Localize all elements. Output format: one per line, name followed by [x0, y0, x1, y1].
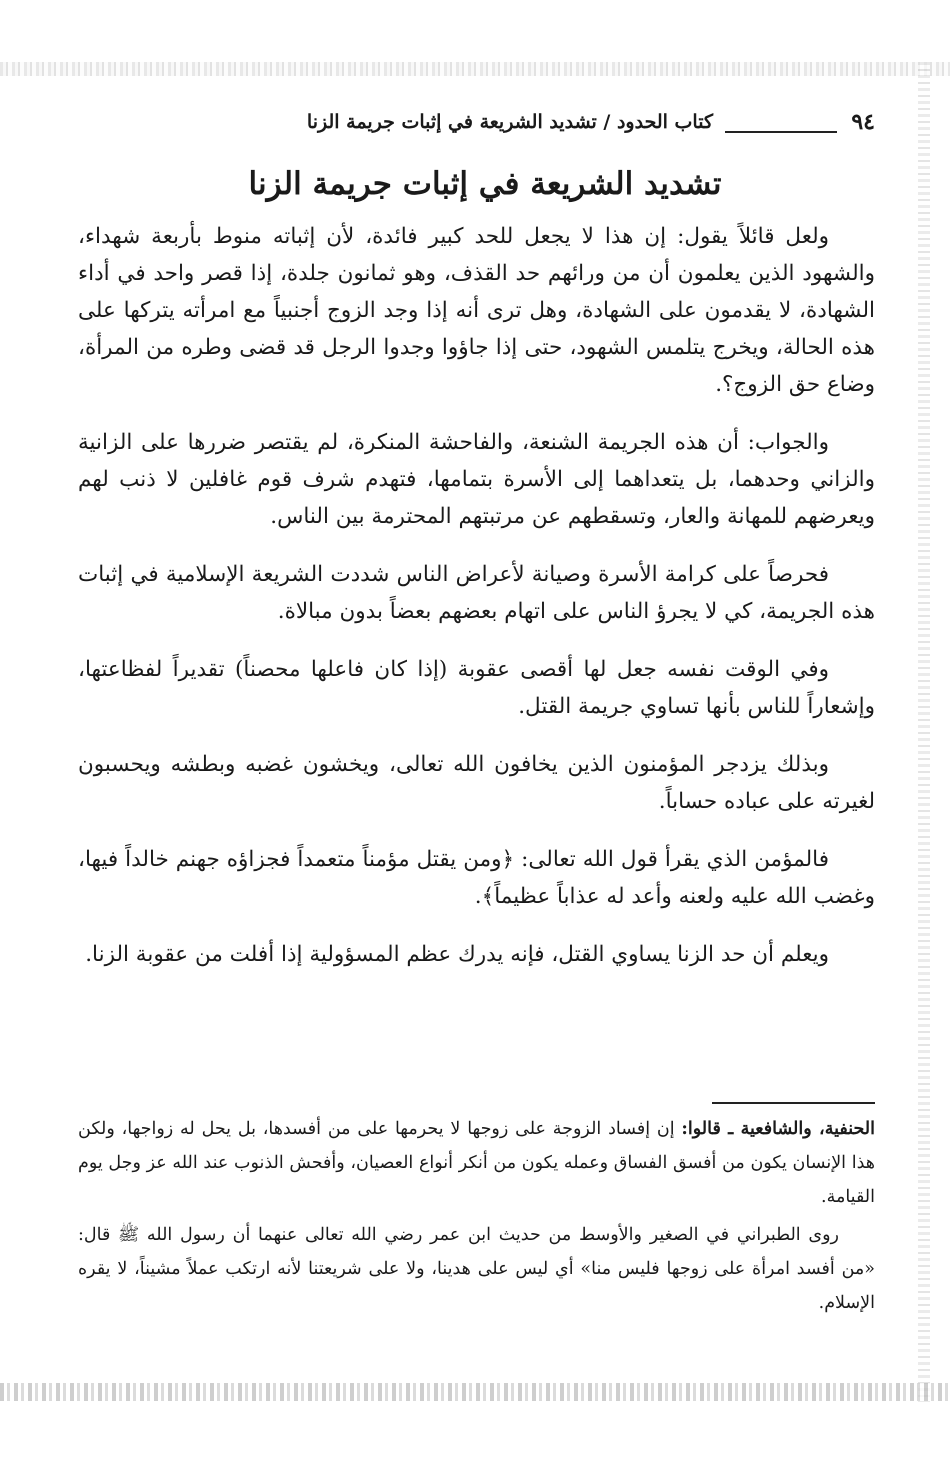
page-header — [95, 103, 875, 147]
footnote-second: روى الطبراني في الصغير والأوسط من حديث ابن عمر رضي الله تعالى عنهما أن رسول الله ﷺ قال: «من أفسد امرأة على زوجها فليس منا» أي ليس على هدينا، ولا على شريعتنا لأنه ارتكب عملاً مشيناً، لا يقره الإسلام. — [78, 1225, 875, 1313]
footnote-lead: الحنفية، والشافعية ـ قالوا: — [681, 1119, 875, 1139]
chapter-title: تشديد الشريعة في إثبات جريمة الزنا — [248, 166, 722, 202]
paragraph: ولعل قائلاً يقول: إن هذا لا يجعل للحد كبير فائدة، لأن إثباته منوط بأربعة شهداء، والشهود الذين يعلمون أن من ورائهم حد القذف، وهو ثمانون جلدة، إذا قصر واحد في أداء الشهادة، لا يقدمون على الشهادة، وهل ترى أنه إذا وجد الزوج أجنبياً مع امرأته يتركها على هذه الحالة، ويخرج يتلمس الشهود، حتى إذا جاؤوا وجدوا الرجل قد قضى وطره من المرأة، وضاع حق الزوج؟. — [78, 224, 875, 397]
scan-border-bottom — [0, 1383, 950, 1401]
paragraph: فحرصاً على كرامة الأسرة وصيانة لأعراض الناس شددت الشريعة الإسلامية في إثبات هذه الجريمة، كي لا يجرؤ الناس على اتهام بعضهم بعضاً بدون مبالاة. — [78, 562, 875, 624]
footnote-separator — [712, 1102, 875, 1104]
scan-border-top — [0, 62, 950, 76]
footnote-first — [78, 1112, 875, 1214]
footnote-text: إن إفساد الزوجة على زوجها لا يحرمها على من أفسدها، بل يحل له زواجها، ولكن هذا الإنسان يكون من أفسق الفساق وعمله يكون من أنكر أنواع العصيان، وأفحش الذنوب عند الله عز وجل يوم القيامة. — [78, 1119, 875, 1207]
paragraph: وبذلك يزدجر المؤمنون الذين يخافون الله تعالى، ويخشون غضبه وبطشه ويحسبون لغيرته على عباده حساباً. — [78, 752, 875, 814]
running-title: كتاب الحدود / تشديد الشريعة في إثبات جريمة الزنا — [306, 111, 713, 133]
page-number: ٩٤ — [851, 109, 875, 135]
paragraph: فالمؤمن الذي يقرأ قول الله تعالى: ﴿ومن يقتل مؤمناً متعمداً فجزاؤه جهنم خالداً فيها، وغضب الله عليه ولعنه وأعد له عذاباً عظيماً﴾. — [78, 847, 875, 909]
scan-border-right — [918, 62, 930, 1402]
paragraph: ويعلم أن حد الزنا يساوي القتل، فإنه يدرك عظم المسؤولية إذا أفلت من عقوبة الزنا. — [85, 942, 829, 967]
footnotes — [78, 1112, 875, 1324]
header-rule — [725, 131, 837, 133]
main-text — [78, 218, 875, 994]
paragraph: والجواب: أن هذه الجريمة الشنعة، والفاحشة المنكرة، لم يقتصر ضررها على الزانية والزاني وحدهما، بل يتعداهما إلى الأسرة بتمامها، فتهدم شرف قوم غافلين لا ذنب لهم ويعرضهم للمهانة والعار، وتسقطهم عن مرتبتهم المحترمة بين الناس. — [78, 430, 875, 529]
paragraph: وفي الوقت نفسه جعل لها أقصى عقوبة (إذا كان فاعلها محصناً) تقديراً لفظاعتها، وإشعاراً للناس بأنها تساوي جريمة القتل. — [78, 657, 875, 719]
